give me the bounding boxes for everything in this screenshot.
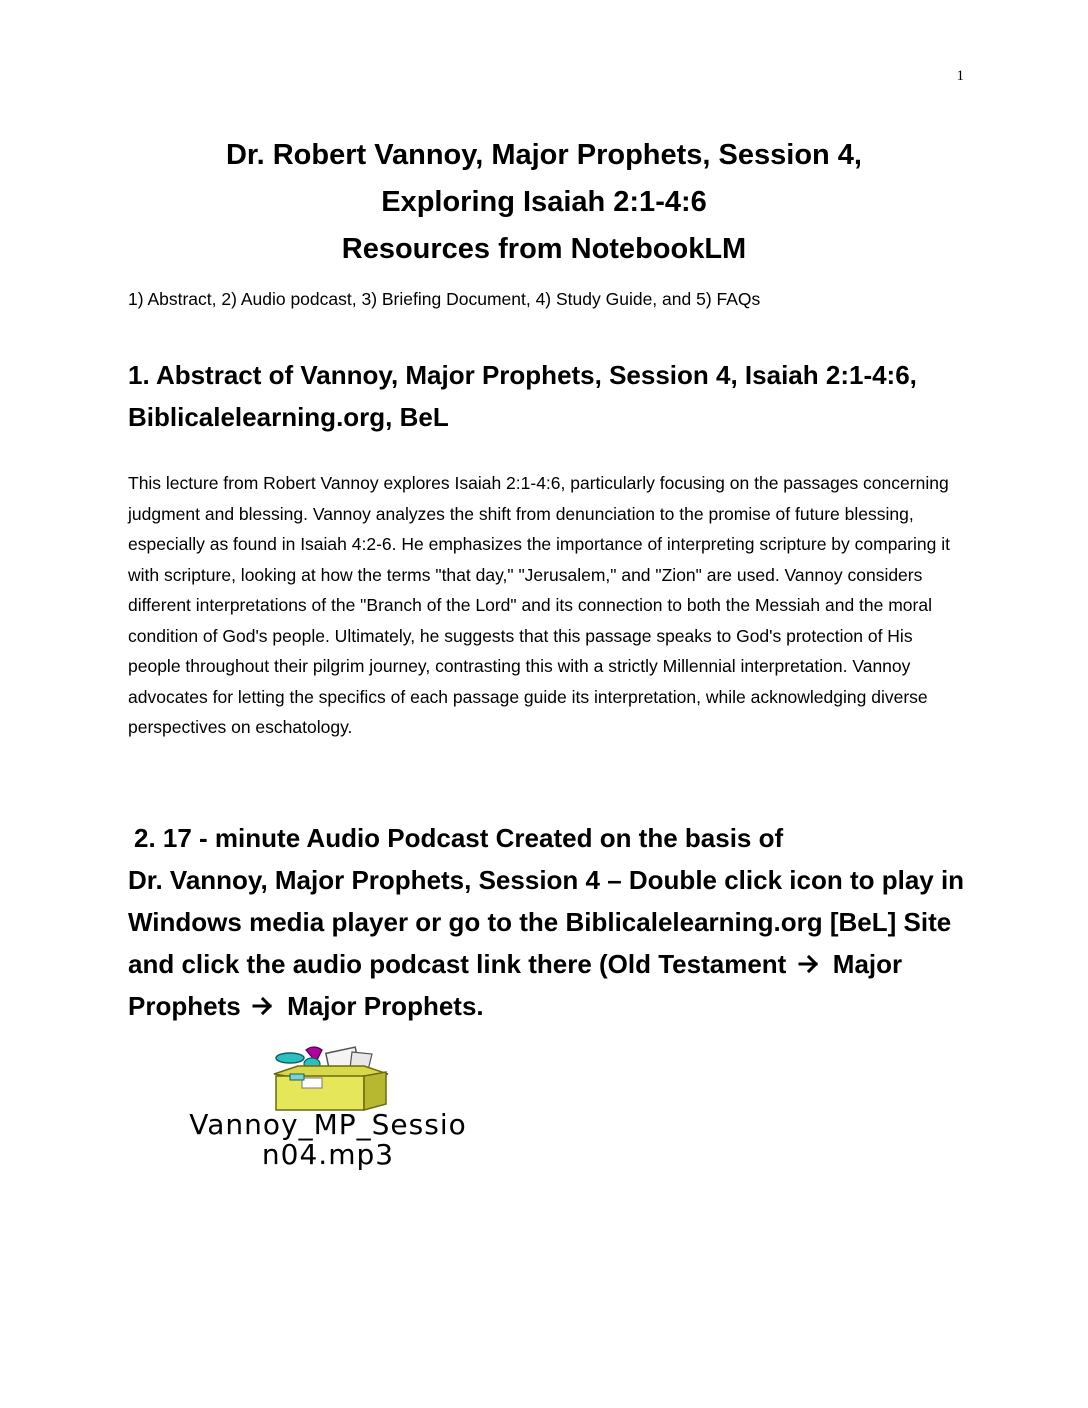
- file-label-line-1: Vannoy_MP_Sessio: [189, 1108, 467, 1141]
- title-line-1: Dr. Robert Vannoy, Major Prophets, Session 4,: [225, 139, 862, 171]
- right-arrow-icon: [798, 943, 822, 985]
- right-arrow-icon: [252, 985, 276, 1027]
- section-2-heading-first-line: 2. 17 - minute Audio Podcast Created on the basis of: [134, 823, 784, 853]
- page-number: 1: [956, 68, 964, 84]
- section-1-heading: 1. Abstract of Vannoy, Major Prophets, Session 4, Isaiah 2:1-4:6, Biblicalelearning.org, BeL: [128, 360, 917, 432]
- file-label-line-2: n04.mp3: [261, 1138, 395, 1171]
- abstract-paragraph: This lecture from Robert Vannoy explores Isaiah 2:1-4:6, particularly focusing on the passages concerning judgment and blessing. Vannoy analyzes the shift from denunciation to the promise of future blessing, especially as found in Isaiah 4:2-6. He emphasizes the importance of interpreting scripture by comparing it with scripture, looking at how the terms "that day," "Jerusalem," and "Zion" are used. Vannoy considers different interpretations of the "Branch of the Lord" and its connection to both the Messiah and the moral condition of God's people. Ultimately, he suggests that this passage speaks to God's protection of His people throughout their pilgrim journey, contrasting this with a strictly Millennial interpretation. Vannoy advocates for letting the specifics of each passage guide its interpretation, while acknowledging diverse perspectives on eschatology.: [128, 473, 950, 737]
- section-2-heading: [128, 817, 968, 1027]
- audio-file-label[interactable]: [128, 1110, 528, 1170]
- package-icon[interactable]: [268, 1044, 394, 1112]
- resources-list: 1) Abstract, 2) Audio podcast, 3) Briefing Document, 4) Study Guide, and 5) FAQs: [128, 289, 761, 309]
- audio-file-object[interactable]: [128, 1044, 528, 1174]
- title-line-2: Exploring Isaiah 2:1-4:6: [381, 186, 707, 218]
- section-2-heading-body: Dr. Vannoy, Major Prophets, Session 4 – Double click icon to play in Windows media player or go to the Biblicalelearning.org [BeL] Site and click the audio podcast link there (Old Testament: [128, 865, 965, 979]
- path-item-major-prophets: Major Prophets: [128, 949, 903, 1021]
- path-item-major-prophets-final: Major Prophets.: [287, 991, 484, 1021]
- title-line-3: Resources from NotebookLM: [341, 233, 747, 265]
- document-title: [0, 132, 1088, 273]
